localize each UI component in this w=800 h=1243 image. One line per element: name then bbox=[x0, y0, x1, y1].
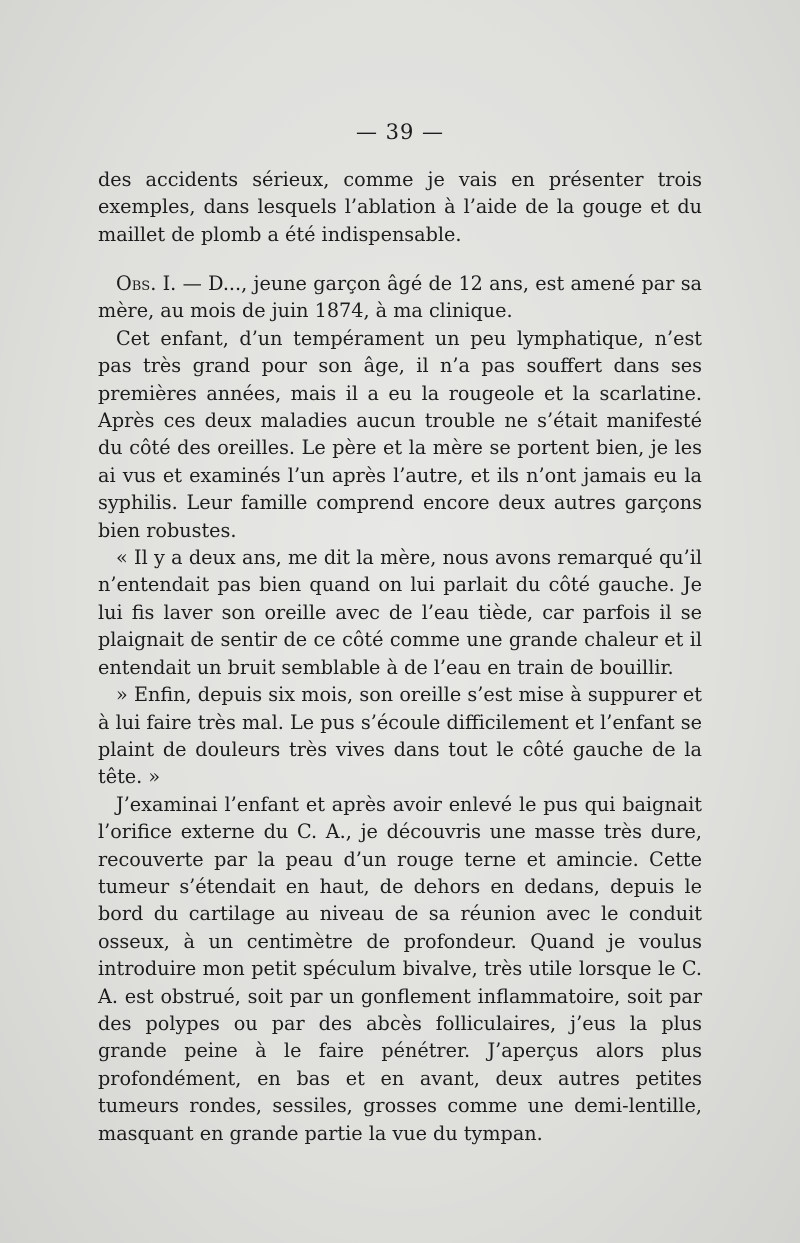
intro-text bbox=[98, 166, 702, 248]
body-paragraph: « Il y a deux ans, me dit la mère, nous avons remarqué qu’il n’entendait pas bien quand on lui parlait du côté gauche. Je lui fis laver son oreille avec de l’eau tiède, car parfois il se plaignait de sentir de ce côté comme une grande chaleur et il entendait un bruit semblable à de l’eau en train de bouillir. bbox=[98, 546, 702, 679]
body-paragraph: » Enfin, depuis six mois, son oreille s’est mise à suppurer et à lui faire très mal. Le pus s’écoule difficilement et l’enfant se plaint de douleurs très vives dans tout le côté gauche de la tête. » bbox=[98, 683, 702, 789]
body-paragraph: Cet enfant, d’un tempérament un peu lymphatique, n’est pas très grand pour son âge, il n’a pas souffert dans ses premières années, mais il a eu la rougeole et la scarlatine. Après ces deux maladies aucun trouble ne s’était manifesté du côté des oreilles. Le père et la mère se portent bien, je les ai vus et examinés l’un après l’autre, et ils n’ont jamais eu la syphilis. Leur famille comprend encore deux autres garçons bien robustes. bbox=[98, 326, 702, 542]
observation-label: Obs. I. bbox=[116, 272, 177, 295]
intro-paragraph: des accidents sérieux, comme je vais en présenter trois exemples, dans lesquels l’ablation à l’aide de la gouge et du maillet de plomb a été indispensable. bbox=[98, 168, 702, 246]
observation-text bbox=[98, 270, 702, 1147]
body-paragraph: J’examinai l’enfant et après avoir enlevé le pus qui baignait l’orifice externe du C. A., je découvris une masse très dure, recouverte par la peau d’un rouge terne et amincie. Cette tumeur s’étendait en haut, de dehors en dedans, depuis le bord du cartilage au niveau de sa réunion avec le conduit osseux, à un centimètre de profondeur. Quand je voulus introduire mon petit spéculum bivalve, très utile lorsque le C. A. est obstrué, soit par un gonflement inflammatoire, soit par des polypes ou par des abcès folliculaires, j’eus la plus grande peine à le faire pénétrer. J’aperçus alors plus profondément, en bas et en avant, deux autres petites tumeurs rondes, sessiles, grosses comme une demi-lentille, masquant en grande partie la vue du tympan. bbox=[98, 792, 702, 1145]
page-number: — 39 — bbox=[355, 120, 445, 144]
observation-opening-paragraph bbox=[98, 270, 702, 325]
observation-opening: — D..., jeune garçon âgé de 12 ans, est amené par sa mère, au mois de juin 1874, à ma clinique. bbox=[98, 272, 702, 323]
